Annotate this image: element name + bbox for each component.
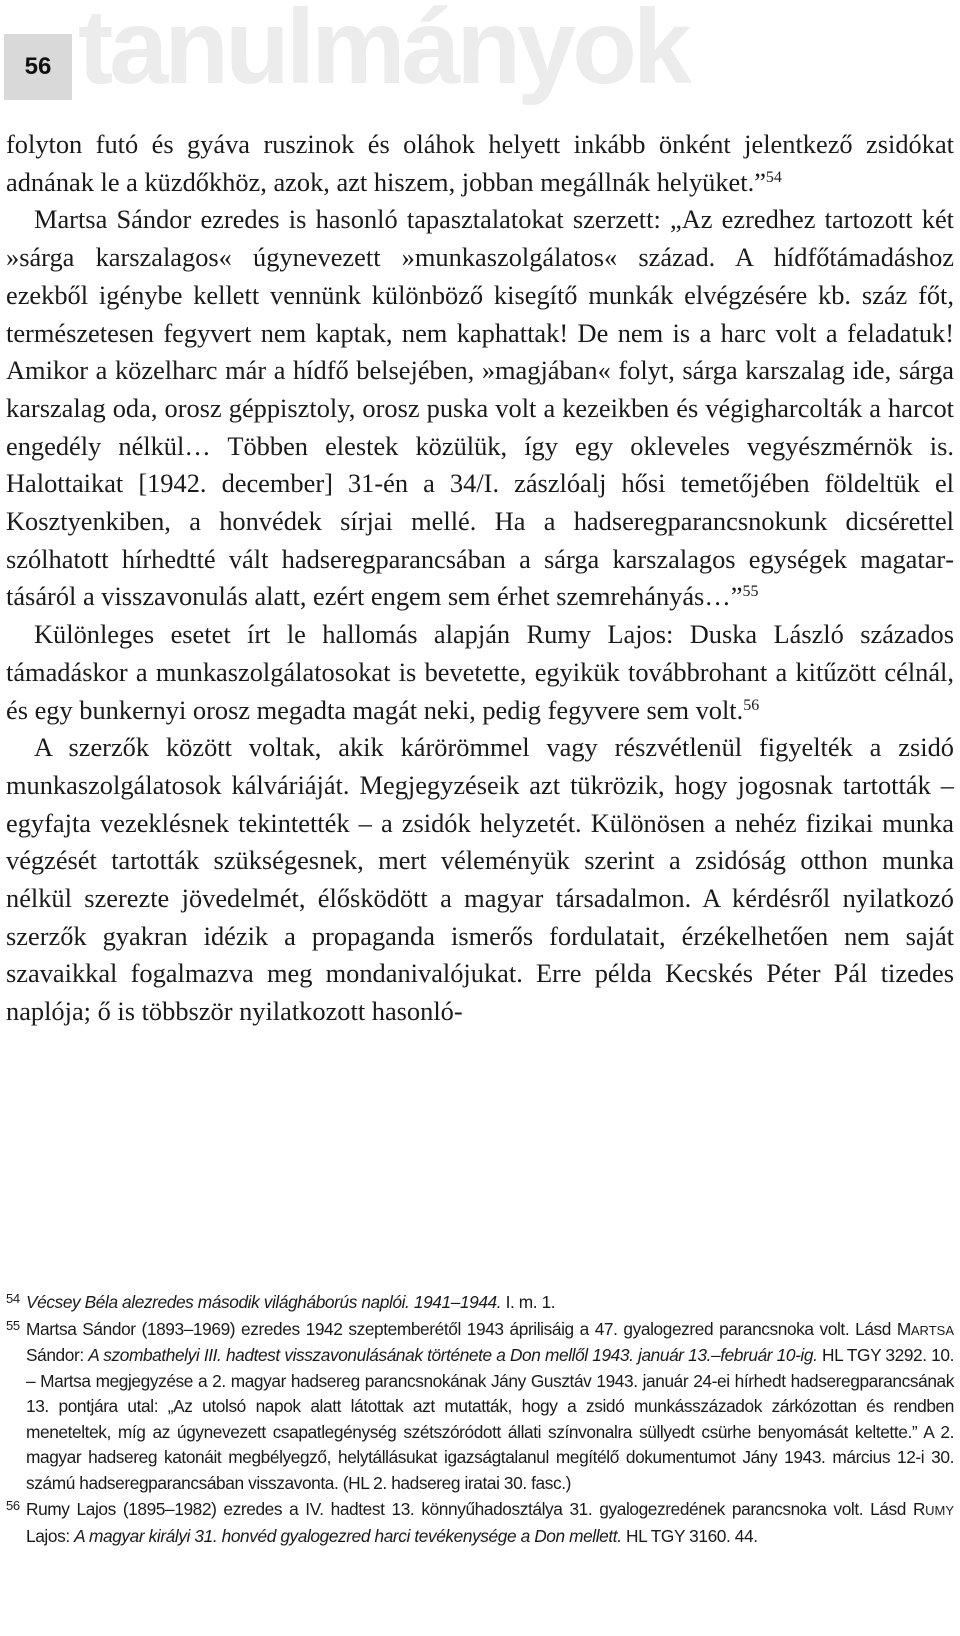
paragraph-1 bbox=[6, 126, 954, 201]
paragraph-4 bbox=[6, 729, 954, 1031]
footnote-text: I. m. 1. bbox=[501, 1292, 556, 1312]
author-smallcaps: ARTSA bbox=[910, 1322, 954, 1338]
footnote-number: 54 bbox=[6, 1291, 20, 1306]
footnote-ref-55[interactable]: 55 bbox=[742, 583, 759, 601]
author-smallcaps: UMY bbox=[925, 1503, 954, 1518]
footnote-text: HL TGY 3160. 44. bbox=[621, 1525, 758, 1546]
footnote-title: A magyar királyi 31. honvéd gyalogezred harci tevékenysége a Don mellett. bbox=[74, 1525, 622, 1546]
footnote-55 bbox=[6, 1317, 954, 1497]
paragraph-1-text: folyton futó és gyáva ruszinok és oláhok helyett inkább önként jelentkező zsidókat adnának le a küzdőkhöz, azok, azt hiszem, jobban megállnák helyüket.” bbox=[6, 129, 954, 197]
footnote-text: Lajos: bbox=[26, 1525, 75, 1546]
section-title: tanulmányok bbox=[78, 0, 688, 106]
page-number: 56 bbox=[24, 53, 52, 80]
footnote-54 bbox=[6, 1290, 954, 1316]
page-header bbox=[0, 0, 960, 110]
footnote-56 bbox=[6, 1497, 954, 1549]
footnote-number: 55 bbox=[6, 1317, 20, 1333]
paragraph-2-text: Martsa Sándor ezredes is hasonló tapasztalatokat szerzett: „Az ezredhez tartozott két »sárga karszalagos« úgynevezett »munkaszolgálatos« század. A hídfőtámadáshoz ezekből igénybe kellett vennünk különböző kisegítő munkák elvégzésére kb. száz főt, természetesen fegyvert nem kaptak, nem kaphattak! De nem is a harc volt a feladatuk! Amikor a közelharc már a hídfő belsejében, »magjában« folyt, sárga karszalag ide, sárga karszalag oda, orosz géppisztoly, orosz puska volt a kezeikben és végigharcolták a harcot engedély nélkül… Többen elestek közülük, így egy okleveles vegyészmérnök is. Halottaikat [1942. december] 31-én a 34/I. zászlóalj hősi temetőjében földeltük el Kosztyenkiben, a honvédek sírjai mellé. Ha a hadseregparancsnokunk dicsérettel szólhatott hírhedtté vált hadseregparancsában a sárga karszalagos egységek magatartásáról a visszavonulás alatt, ezért engem sem érhet szemrehányás…” bbox=[6, 204, 954, 612]
footnote-text: Martsa Sándor (1893–1969) ezredes 1942 szeptemberétől 1943 áprilisáig a 47. gyalogezred parancsnoka volt. Lásd bbox=[26, 1318, 897, 1339]
page-number-box bbox=[4, 34, 72, 100]
footnote-text: Sándor: bbox=[26, 1345, 89, 1365]
author-initial: R bbox=[913, 1499, 926, 1519]
footnote-ref-56[interactable]: 56 bbox=[743, 696, 760, 714]
paragraph-2 bbox=[6, 201, 954, 616]
body-text bbox=[6, 126, 954, 1031]
paragraph-3-text: Különleges esetet írt le hallomás alapján Rumy Lajos: Duska László százados támadáskor a munkaszolgálatosokat is bevetette, egyikük továbbrohant a kitűzött célnál, és egy bunkernyi orosz megadta magát neki, pedig fegyvere sem volt. bbox=[6, 619, 954, 725]
footnote-number: 56 bbox=[6, 1498, 20, 1513]
footnote-text: Rumy Lajos (1895–1982) ezredes a IV. hadtest 13. könnyűhadosztálya 31. gyalogezredének parancsnoka volt. Lásd bbox=[26, 1499, 914, 1519]
paragraph-3 bbox=[6, 616, 954, 729]
paragraph-4-text: A szerzők között voltak, akik kárörömmel vagy részvétlenül figyelték a zsidó munkaszolgálatosok kálváriáját. Megjegyzéseik azt tükrözik, hogy jogosnak tartották – egyfajta vezeklésnek tekintették – a zsidók helyzetét. Különösen a nehéz fizikai munka végzését tartották szükségesnek, mert véleményük szerint a zsidóság otthon munka nélkül szerezte jövedelmét, élősködött a magyar társadalmon. A kérdésről nyilatkozó szerzők gyakran idézik a propaganda ismerős fordulatait, érzékelhetően nem saját szavaikkal fogalmazva meg mondanivalójukat. Erre példa Kecskés Péter Pál tizedes naplója; ő is többször nyilatkozott hasonló- bbox=[6, 732, 954, 1027]
footnote-text: HL TGY 3292. 10. – Martsa megjegyzése a 2. magyar hadsereg parancsnokának Jány Gusztáv 1943. január 24-ei hírhedt hadseregparancsának 13. pontjára utal: „Az utolsó napok alatt látottak azt mutatták, hogy a zsidó munkásszázadok zárkózottan és rendben meneteltek, míg az úgynevezett csapatlegénység szétszóródott állati színvonalra süllyedt csürhe benyomását keltette.” A 2. magyar hadsereg katonáit megbélyegző, helytállásukat igazságtalanul megítélő dokumentumot Jány 1943. március 12-i 30. számú hadseregparancsában visszavonta. (HL 2. hadsereg iratai 30. fasc.) bbox=[26, 1345, 954, 1493]
footnotes bbox=[6, 1290, 954, 1550]
footnote-ref-54[interactable]: 54 bbox=[765, 168, 782, 186]
footnote-title: A szombathelyi III. hadtest visszavonulásának története a Don mellől 1943. január 13.–február 10-ig. bbox=[88, 1345, 818, 1365]
footnote-title: Vécsey Béla alezredes második világháborús naplói. 1941–1944. bbox=[26, 1292, 502, 1312]
author-initial: M bbox=[896, 1318, 911, 1339]
